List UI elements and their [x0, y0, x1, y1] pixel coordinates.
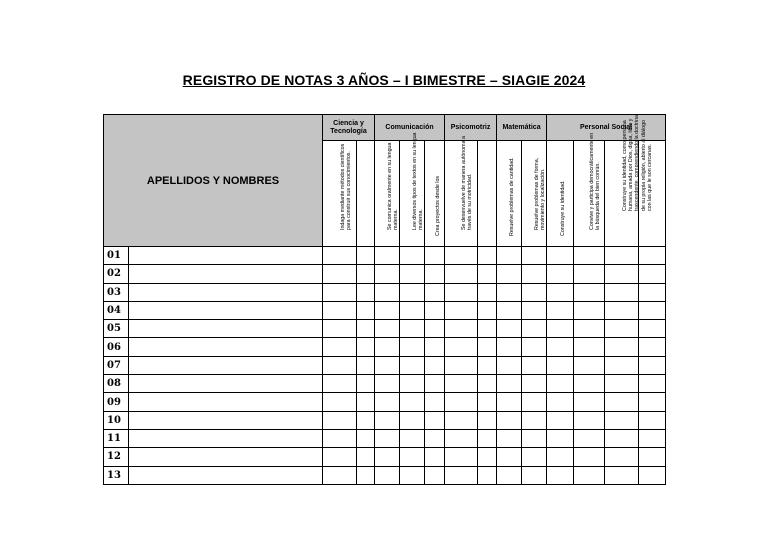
- grade-cell[interactable]: [400, 466, 425, 484]
- grade-cell[interactable]: [547, 301, 574, 319]
- grade-cell[interactable]: [400, 411, 425, 429]
- grade-cell[interactable]: [605, 338, 639, 356]
- grade-cell[interactable]: [478, 393, 497, 411]
- table-row: [104, 320, 666, 338]
- competency-header-4: [425, 141, 445, 247]
- student-name-cell[interactable]: [129, 448, 323, 466]
- grade-cell[interactable]: [497, 283, 522, 301]
- grade-cell[interactable]: [375, 411, 400, 429]
- row-number: 03: [104, 283, 129, 301]
- grade-cell[interactable]: [323, 338, 357, 356]
- table-row: [104, 375, 666, 393]
- student-name-cell[interactable]: [129, 247, 323, 265]
- competency-label: Se comunica oralmente en su lengua materna.: [387, 142, 400, 230]
- student-name-cell[interactable]: [129, 429, 323, 447]
- grade-cell[interactable]: [425, 356, 445, 374]
- grade-cell[interactable]: [522, 429, 547, 447]
- grade-cell[interactable]: [375, 375, 400, 393]
- grade-cell[interactable]: [357, 356, 375, 374]
- grade-cell[interactable]: [478, 338, 497, 356]
- competency-label: Indaga mediante métodos científicos para construir sus conocimientos.: [339, 143, 352, 230]
- grade-cell[interactable]: [400, 283, 425, 301]
- grade-cell[interactable]: [400, 375, 425, 393]
- grade-cell[interactable]: [357, 338, 375, 356]
- grade-cell[interactable]: [478, 301, 497, 319]
- grade-cell[interactable]: [639, 301, 666, 319]
- grade-cell[interactable]: [522, 338, 547, 356]
- grade-cell[interactable]: [522, 320, 547, 338]
- grade-cell[interactable]: [478, 247, 497, 265]
- grade-cell[interactable]: [323, 375, 357, 393]
- grade-cell[interactable]: [478, 320, 497, 338]
- area-header-0: Ciencia y Tecnología: [323, 115, 375, 141]
- competency-label: Crea proyectos desde los: [434, 175, 441, 236]
- grade-cell[interactable]: [445, 247, 478, 265]
- grade-cell[interactable]: [323, 320, 357, 338]
- grade-cell[interactable]: [445, 429, 478, 447]
- student-name-cell[interactable]: [129, 301, 323, 319]
- grade-cell[interactable]: [547, 247, 574, 265]
- area-header-3: Matemática: [497, 115, 547, 141]
- grade-cell[interactable]: [547, 283, 574, 301]
- grade-cell[interactable]: [323, 356, 357, 374]
- grade-cell[interactable]: [547, 411, 574, 429]
- competency-header-6: [478, 141, 497, 247]
- grade-cell[interactable]: [605, 320, 639, 338]
- competency-header-3: [400, 132, 425, 247]
- grade-cell[interactable]: [497, 448, 522, 466]
- student-name-cell[interactable]: [129, 393, 323, 411]
- grade-cell[interactable]: [375, 429, 400, 447]
- grade-cell[interactable]: [323, 466, 357, 484]
- grade-cell[interactable]: [522, 448, 547, 466]
- grade-cell[interactable]: [478, 265, 497, 283]
- grade-cell[interactable]: [425, 265, 445, 283]
- grade-cell[interactable]: [375, 265, 400, 283]
- grade-cell[interactable]: [605, 247, 639, 265]
- table-row: [104, 247, 666, 265]
- table-row: [104, 265, 666, 283]
- grade-cell[interactable]: [357, 283, 375, 301]
- student-name-cell[interactable]: [129, 466, 323, 484]
- grade-cell[interactable]: [445, 466, 478, 484]
- grade-cell[interactable]: [445, 301, 478, 319]
- grade-cell[interactable]: [357, 301, 375, 319]
- competency-header-5: [445, 135, 478, 247]
- grade-cell[interactable]: [323, 247, 357, 265]
- grade-cell[interactable]: [400, 356, 425, 374]
- grade-cell[interactable]: [357, 265, 375, 283]
- student-name-cell[interactable]: [129, 265, 323, 283]
- table-row: [104, 393, 666, 411]
- grade-cell[interactable]: [497, 411, 522, 429]
- grade-cell[interactable]: [357, 393, 375, 411]
- competency-header-1: [357, 141, 375, 247]
- grade-cell[interactable]: [605, 301, 639, 319]
- grade-cell[interactable]: [357, 247, 375, 265]
- area-header-2: Psicomotriz: [445, 115, 497, 141]
- table-row: [104, 338, 666, 356]
- grade-cell[interactable]: [375, 247, 400, 265]
- student-name-cell[interactable]: [129, 338, 323, 356]
- grade-cell[interactable]: [375, 283, 400, 301]
- grade-cell[interactable]: [375, 466, 400, 484]
- grade-cell[interactable]: [375, 393, 400, 411]
- grade-cell[interactable]: [478, 466, 497, 484]
- grade-cell[interactable]: [547, 448, 574, 466]
- competency-label: Resuelve problemas de cantidad.: [509, 157, 516, 236]
- grade-cell[interactable]: [574, 448, 605, 466]
- grade-cell[interactable]: [497, 393, 522, 411]
- grade-cell[interactable]: [323, 301, 357, 319]
- grade-cell[interactable]: [357, 448, 375, 466]
- grade-cell[interactable]: [605, 356, 639, 374]
- grade-cell[interactable]: [574, 356, 605, 374]
- competency-header-2: [375, 141, 400, 247]
- names-header: APELLIDOS Y NOMBRES: [104, 115, 323, 247]
- grade-cell[interactable]: [605, 375, 639, 393]
- grade-cell[interactable]: [497, 356, 522, 374]
- competency-label: Construye su identidad, como persona humana, amada por Dios, digna, libre y trascendente, comprendiendo la doctrina de su propia religión, abierto al diálogo con las que le son cercanas.: [621, 114, 653, 211]
- grade-cell[interactable]: [547, 320, 574, 338]
- grade-cell[interactable]: [478, 429, 497, 447]
- grade-cell[interactable]: [400, 247, 425, 265]
- grade-cell[interactable]: [497, 429, 522, 447]
- competency-label: Resuelve problemas de forma, movimiento y localización.: [534, 157, 547, 230]
- row-number: 07: [104, 356, 129, 374]
- grade-cell[interactable]: [605, 393, 639, 411]
- grade-cell[interactable]: [375, 448, 400, 466]
- grade-cell[interactable]: [478, 411, 497, 429]
- grade-cell[interactable]: [574, 466, 605, 484]
- table-row: [104, 283, 666, 301]
- grade-cell[interactable]: [574, 283, 605, 301]
- grade-cell[interactable]: [425, 393, 445, 411]
- grade-cell[interactable]: [547, 338, 574, 356]
- competency-header-0: [323, 141, 357, 247]
- grade-cell[interactable]: [639, 411, 666, 429]
- grade-cell[interactable]: [375, 301, 400, 319]
- grade-cell[interactable]: [639, 393, 666, 411]
- grade-cell[interactable]: [445, 338, 478, 356]
- grade-cell[interactable]: [323, 411, 357, 429]
- grade-cell[interactable]: [574, 338, 605, 356]
- grade-cell[interactable]: [522, 375, 547, 393]
- grade-cell[interactable]: [639, 448, 666, 466]
- grade-cell[interactable]: [400, 429, 425, 447]
- competency-label: Convive y participa democráticamente en la búsqueda del bien común.: [589, 132, 602, 230]
- competency-header-10: [574, 132, 605, 247]
- grade-cell[interactable]: [574, 393, 605, 411]
- grade-cell[interactable]: [497, 320, 522, 338]
- grade-cell[interactable]: [639, 356, 666, 374]
- student-name-cell[interactable]: [129, 320, 323, 338]
- competency-header-8: [522, 141, 547, 247]
- grade-cell[interactable]: [639, 265, 666, 283]
- grade-cell[interactable]: [639, 466, 666, 484]
- competency-header-12: [639, 141, 666, 247]
- table-row: [104, 429, 666, 447]
- grade-cell[interactable]: [445, 356, 478, 374]
- row-number: 05: [104, 320, 129, 338]
- grade-cell[interactable]: [425, 338, 445, 356]
- grade-cell[interactable]: [323, 429, 357, 447]
- grade-cell[interactable]: [522, 283, 547, 301]
- student-name-cell[interactable]: [129, 411, 323, 429]
- grade-cell[interactable]: [400, 301, 425, 319]
- table-row: [104, 448, 666, 466]
- student-name-cell[interactable]: [129, 283, 323, 301]
- area-header-4: Personal Social: [547, 115, 666, 141]
- grade-cell[interactable]: [522, 393, 547, 411]
- table-row: [104, 356, 666, 374]
- grade-cell[interactable]: [357, 375, 375, 393]
- grade-cell[interactable]: [478, 356, 497, 374]
- grade-cell[interactable]: [522, 466, 547, 484]
- grade-cell[interactable]: [522, 411, 547, 429]
- grade-cell[interactable]: [375, 356, 400, 374]
- grade-cell[interactable]: [639, 375, 666, 393]
- competency-label: Se desenvuelve de manera autónoma a través de su motricidad.: [461, 135, 474, 230]
- grade-cell[interactable]: [478, 283, 497, 301]
- grade-cell[interactable]: [425, 247, 445, 265]
- grade-cell[interactable]: [522, 265, 547, 283]
- grade-cell[interactable]: [400, 393, 425, 411]
- grade-cell[interactable]: [574, 301, 605, 319]
- grade-cell[interactable]: [574, 247, 605, 265]
- grade-cell[interactable]: [323, 393, 357, 411]
- grade-cell[interactable]: [547, 375, 574, 393]
- grade-cell[interactable]: [425, 301, 445, 319]
- area-header-1: Comunicación: [375, 115, 445, 141]
- row-number: 09: [104, 393, 129, 411]
- grade-cell[interactable]: [639, 429, 666, 447]
- competency-header-9: [547, 141, 574, 247]
- grade-cell[interactable]: [605, 448, 639, 466]
- grade-cell[interactable]: [445, 375, 478, 393]
- student-name-cell[interactable]: [129, 375, 323, 393]
- grade-cell[interactable]: [375, 338, 400, 356]
- grade-cell[interactable]: [497, 375, 522, 393]
- row-number: 08: [104, 375, 129, 393]
- grade-cell[interactable]: [497, 301, 522, 319]
- grade-cell[interactable]: [445, 320, 478, 338]
- grade-cell[interactable]: [497, 265, 522, 283]
- grade-cell[interactable]: [425, 429, 445, 447]
- grade-cell[interactable]: [522, 356, 547, 374]
- grade-cell[interactable]: [357, 320, 375, 338]
- grade-cell[interactable]: [605, 466, 639, 484]
- grade-cell[interactable]: [547, 466, 574, 484]
- grade-cell[interactable]: [400, 320, 425, 338]
- competency-header-7: [497, 141, 522, 247]
- grade-cell[interactable]: [547, 356, 574, 374]
- row-number: 11: [104, 429, 129, 447]
- grade-cell[interactable]: [400, 338, 425, 356]
- grade-cell[interactable]: [574, 429, 605, 447]
- grade-cell[interactable]: [547, 265, 574, 283]
- grade-cell[interactable]: [400, 265, 425, 283]
- row-number: 06: [104, 338, 129, 356]
- table-row: [104, 301, 666, 319]
- grade-cell[interactable]: [574, 320, 605, 338]
- grade-cell[interactable]: [639, 247, 666, 265]
- grade-cell[interactable]: [400, 448, 425, 466]
- grade-cell[interactable]: [547, 393, 574, 411]
- grade-cell[interactable]: [323, 265, 357, 283]
- page-title: REGISTRO DE NOTAS 3 AÑOS – I BIMESTRE – SIAGIE 2024: [182, 72, 586, 88]
- grade-cell[interactable]: [639, 338, 666, 356]
- grade-cell[interactable]: [639, 283, 666, 301]
- grade-cell[interactable]: [547, 429, 574, 447]
- row-number: 12: [104, 448, 129, 466]
- grade-cell[interactable]: [425, 320, 445, 338]
- grade-cell[interactable]: [605, 265, 639, 283]
- grade-cell[interactable]: [357, 466, 375, 484]
- grade-cell[interactable]: [425, 375, 445, 393]
- grade-cell[interactable]: [497, 338, 522, 356]
- row-number: 13: [104, 466, 129, 484]
- competency-label: Lee diversos tipos de textos en su lengua materna.: [412, 132, 425, 230]
- grade-cell[interactable]: [425, 448, 445, 466]
- grade-cell[interactable]: [605, 411, 639, 429]
- grade-cell[interactable]: [357, 429, 375, 447]
- grade-cell[interactable]: [574, 265, 605, 283]
- row-number: 02: [104, 265, 129, 283]
- grade-cell[interactable]: [605, 429, 639, 447]
- grade-cell[interactable]: [323, 283, 357, 301]
- grade-cell[interactable]: [574, 411, 605, 429]
- grade-cell[interactable]: [497, 466, 522, 484]
- grade-cell[interactable]: [445, 411, 478, 429]
- row-number: 01: [104, 247, 129, 265]
- grades-table: [103, 114, 666, 485]
- grade-cell[interactable]: [574, 375, 605, 393]
- table-row: [104, 411, 666, 429]
- grade-cell[interactable]: [497, 247, 522, 265]
- grade-cell[interactable]: [323, 448, 357, 466]
- grade-cell[interactable]: [357, 411, 375, 429]
- row-number: 04: [104, 301, 129, 319]
- grade-cell[interactable]: [522, 247, 547, 265]
- grade-cell[interactable]: [375, 320, 400, 338]
- grade-cell[interactable]: [478, 448, 497, 466]
- grade-cell[interactable]: [425, 466, 445, 484]
- competency-label: Construye su identidad.: [560, 180, 567, 236]
- grade-cell[interactable]: [445, 265, 478, 283]
- grade-cell[interactable]: [425, 283, 445, 301]
- grade-cell[interactable]: [445, 283, 478, 301]
- grade-cell[interactable]: [478, 375, 497, 393]
- grade-cell[interactable]: [425, 411, 445, 429]
- student-name-cell[interactable]: [129, 356, 323, 374]
- row-number: 10: [104, 411, 129, 429]
- grade-cell[interactable]: [445, 448, 478, 466]
- grade-cell[interactable]: [639, 320, 666, 338]
- table-row: [104, 466, 666, 484]
- grade-cell[interactable]: [522, 301, 547, 319]
- grade-cell[interactable]: [445, 393, 478, 411]
- grade-cell[interactable]: [605, 283, 639, 301]
